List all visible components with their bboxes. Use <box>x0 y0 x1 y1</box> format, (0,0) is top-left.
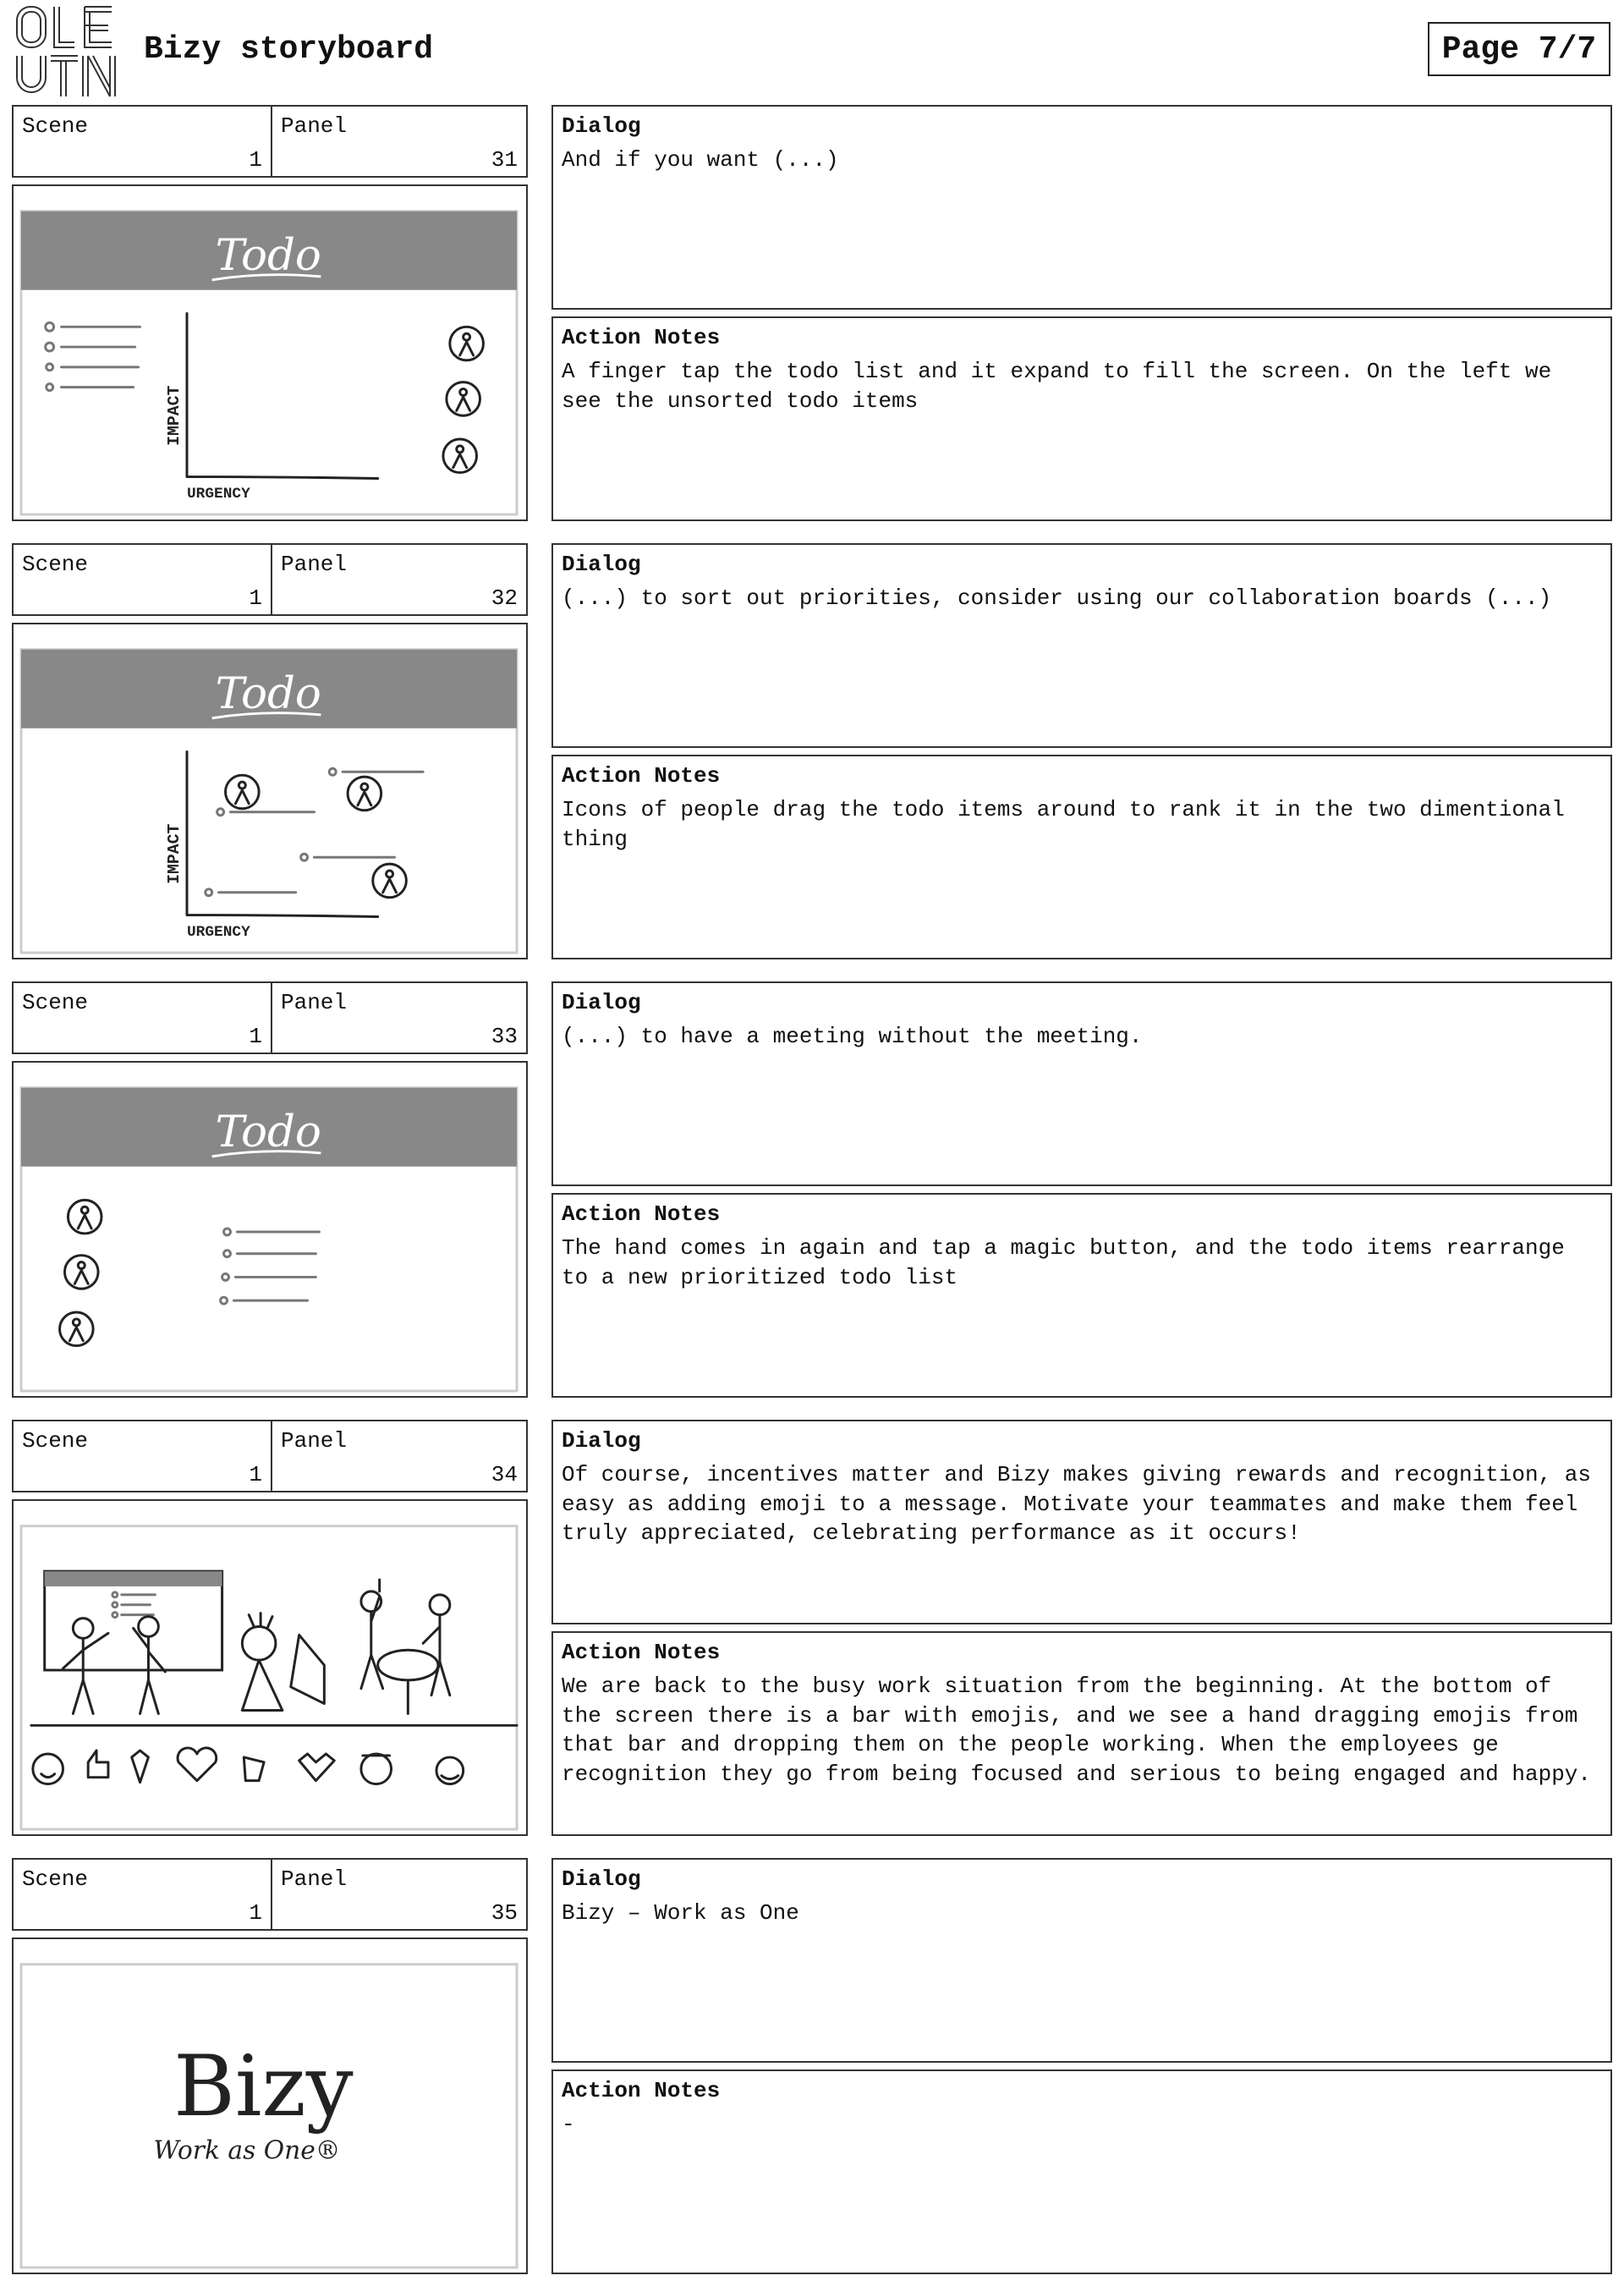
dialog-box <box>551 1858 1612 2063</box>
scene-cell <box>14 1860 272 1929</box>
todo-matrix-sketch <box>14 186 526 519</box>
storyboard-row <box>0 981 1624 1398</box>
storyboard-row <box>0 1858 1624 2274</box>
scene-label: Scene <box>22 113 89 139</box>
scene-label: Scene <box>22 990 89 1015</box>
dialog-text: (...) to have a meeting without the meeting. <box>562 1024 1143 1049</box>
panel-label: Panel <box>281 1428 348 1454</box>
panel-meta <box>12 1420 528 1492</box>
panel-number: 31 <box>491 147 518 173</box>
action-notes-heading: Action Notes <box>562 2078 721 2103</box>
panel-label: Panel <box>281 990 348 1015</box>
page-indicator: Page 7/7 <box>1428 22 1610 76</box>
action-notes-box <box>551 755 1612 959</box>
sketch-frame <box>12 1061 528 1398</box>
action-notes-box <box>551 2069 1612 2274</box>
action-notes-box <box>551 1193 1612 1398</box>
scene-cell <box>14 545 272 614</box>
dialog-heading: Dialog <box>562 1428 641 1454</box>
one-logo <box>14 3 118 98</box>
panel-cell <box>272 1860 526 1929</box>
dialog-heading: Dialog <box>562 1866 641 1892</box>
sketch-todo-title: Todo <box>215 668 321 719</box>
action-notes-text: A finger tap the todo list and it expand to fill the screen. On the left we see the unsorted todo items <box>562 359 1565 414</box>
dialog-text: Bizy – Work as One <box>562 1900 799 1926</box>
action-notes-heading: Action Notes <box>562 1201 721 1227</box>
sketch-todo-title: Todo <box>215 229 321 281</box>
sketch-bizy-wordmark: Bizy <box>173 2037 354 2135</box>
panel-number: 32 <box>491 585 518 611</box>
panel-number: 33 <box>491 1024 518 1049</box>
panel-meta <box>12 543 528 616</box>
panel-meta <box>12 981 528 1054</box>
panel-cell <box>272 545 526 614</box>
dialog-heading: Dialog <box>562 113 641 139</box>
panel-label: Panel <box>281 552 348 577</box>
panel-number: 34 <box>491 1462 518 1487</box>
sketch-todo-title: Todo <box>215 1106 321 1157</box>
action-notes-heading: Action Notes <box>562 325 721 350</box>
dialog-box <box>551 981 1612 1186</box>
dialog-text: And if you want (...) <box>562 147 839 173</box>
action-notes-text: The hand comes in again and tap a magic button, and the todo items rearrange to a new prioritized todo list <box>562 1235 1578 1290</box>
dialog-box <box>551 1420 1612 1624</box>
sketch-urgency-label: URGENCY <box>186 486 250 503</box>
scene-number: 1 <box>249 1462 262 1487</box>
scene-number: 1 <box>249 1024 262 1049</box>
office-emoji-sketch <box>14 1501 526 1834</box>
panel-cell <box>272 107 526 176</box>
sketch-frame <box>12 184 528 521</box>
panel-meta <box>12 1858 528 1931</box>
scene-cell <box>14 107 272 176</box>
action-notes-heading: Action Notes <box>562 763 721 789</box>
panel-label: Panel <box>281 1866 348 1892</box>
action-notes-box <box>551 316 1612 521</box>
panel-number: 35 <box>491 1900 518 1926</box>
sketch-frame <box>12 623 528 959</box>
action-notes-text: - <box>562 2112 575 2137</box>
sketch-frame <box>12 1937 528 2274</box>
action-notes-text: Icons of people drag the todo items around to rank it in the two dimentional thing <box>562 797 1578 852</box>
action-notes-heading: Action Notes <box>562 1640 721 1665</box>
bizy-logo-sketch <box>14 1939 526 2273</box>
dialog-heading: Dialog <box>562 990 641 1015</box>
dialog-text: Of course, incentives matter and Bizy makes giving rewards and recognition, as easy as adding emoji to a message. Motivate your teammates and make them feel truly appreciated, celebrating performance as it occurs! <box>562 1462 1605 1546</box>
panel-cell <box>272 983 526 1053</box>
scene-number: 1 <box>249 1900 262 1926</box>
sketch-tagline: Work as One® <box>153 2135 341 2166</box>
document-title: Bizy storyboard <box>144 31 434 68</box>
scene-number: 1 <box>249 585 262 611</box>
storyboard-row <box>0 105 1624 521</box>
dialog-box <box>551 105 1612 310</box>
dialog-heading: Dialog <box>562 552 641 577</box>
sketch-impact-label: IMPACT <box>165 823 184 884</box>
todo-list-sketch <box>14 1063 526 1396</box>
panel-label: Panel <box>281 113 348 139</box>
scene-number: 1 <box>249 147 262 173</box>
scene-label: Scene <box>22 1428 89 1454</box>
storyboard-row <box>0 543 1624 959</box>
todo-matrix-sketch <box>14 624 526 958</box>
panel-cell <box>272 1421 526 1491</box>
dialog-text: (...) to sort out priorities, consider using our collaboration boards (...) <box>562 585 1552 611</box>
scene-cell <box>14 983 272 1053</box>
dialog-box <box>551 543 1612 748</box>
scene-label: Scene <box>22 1866 89 1892</box>
scene-label: Scene <box>22 552 89 577</box>
sketch-frame <box>12 1499 528 1836</box>
scene-cell <box>14 1421 272 1491</box>
action-notes-text: We are back to the busy work situation from the beginning. At the bottom of the screen there is a bar with emojis, and we see a hand dragging emojis from that bar and dropping them on the people working. When the employees ge recognition they go from being focused and serious to being engaged and happy. <box>562 1674 1592 1787</box>
storyboard-row <box>0 1420 1624 1836</box>
sketch-impact-label: IMPACT <box>165 385 184 446</box>
panel-meta <box>12 105 528 178</box>
sketch-urgency-label: URGENCY <box>186 924 250 942</box>
action-notes-box <box>551 1631 1612 1836</box>
